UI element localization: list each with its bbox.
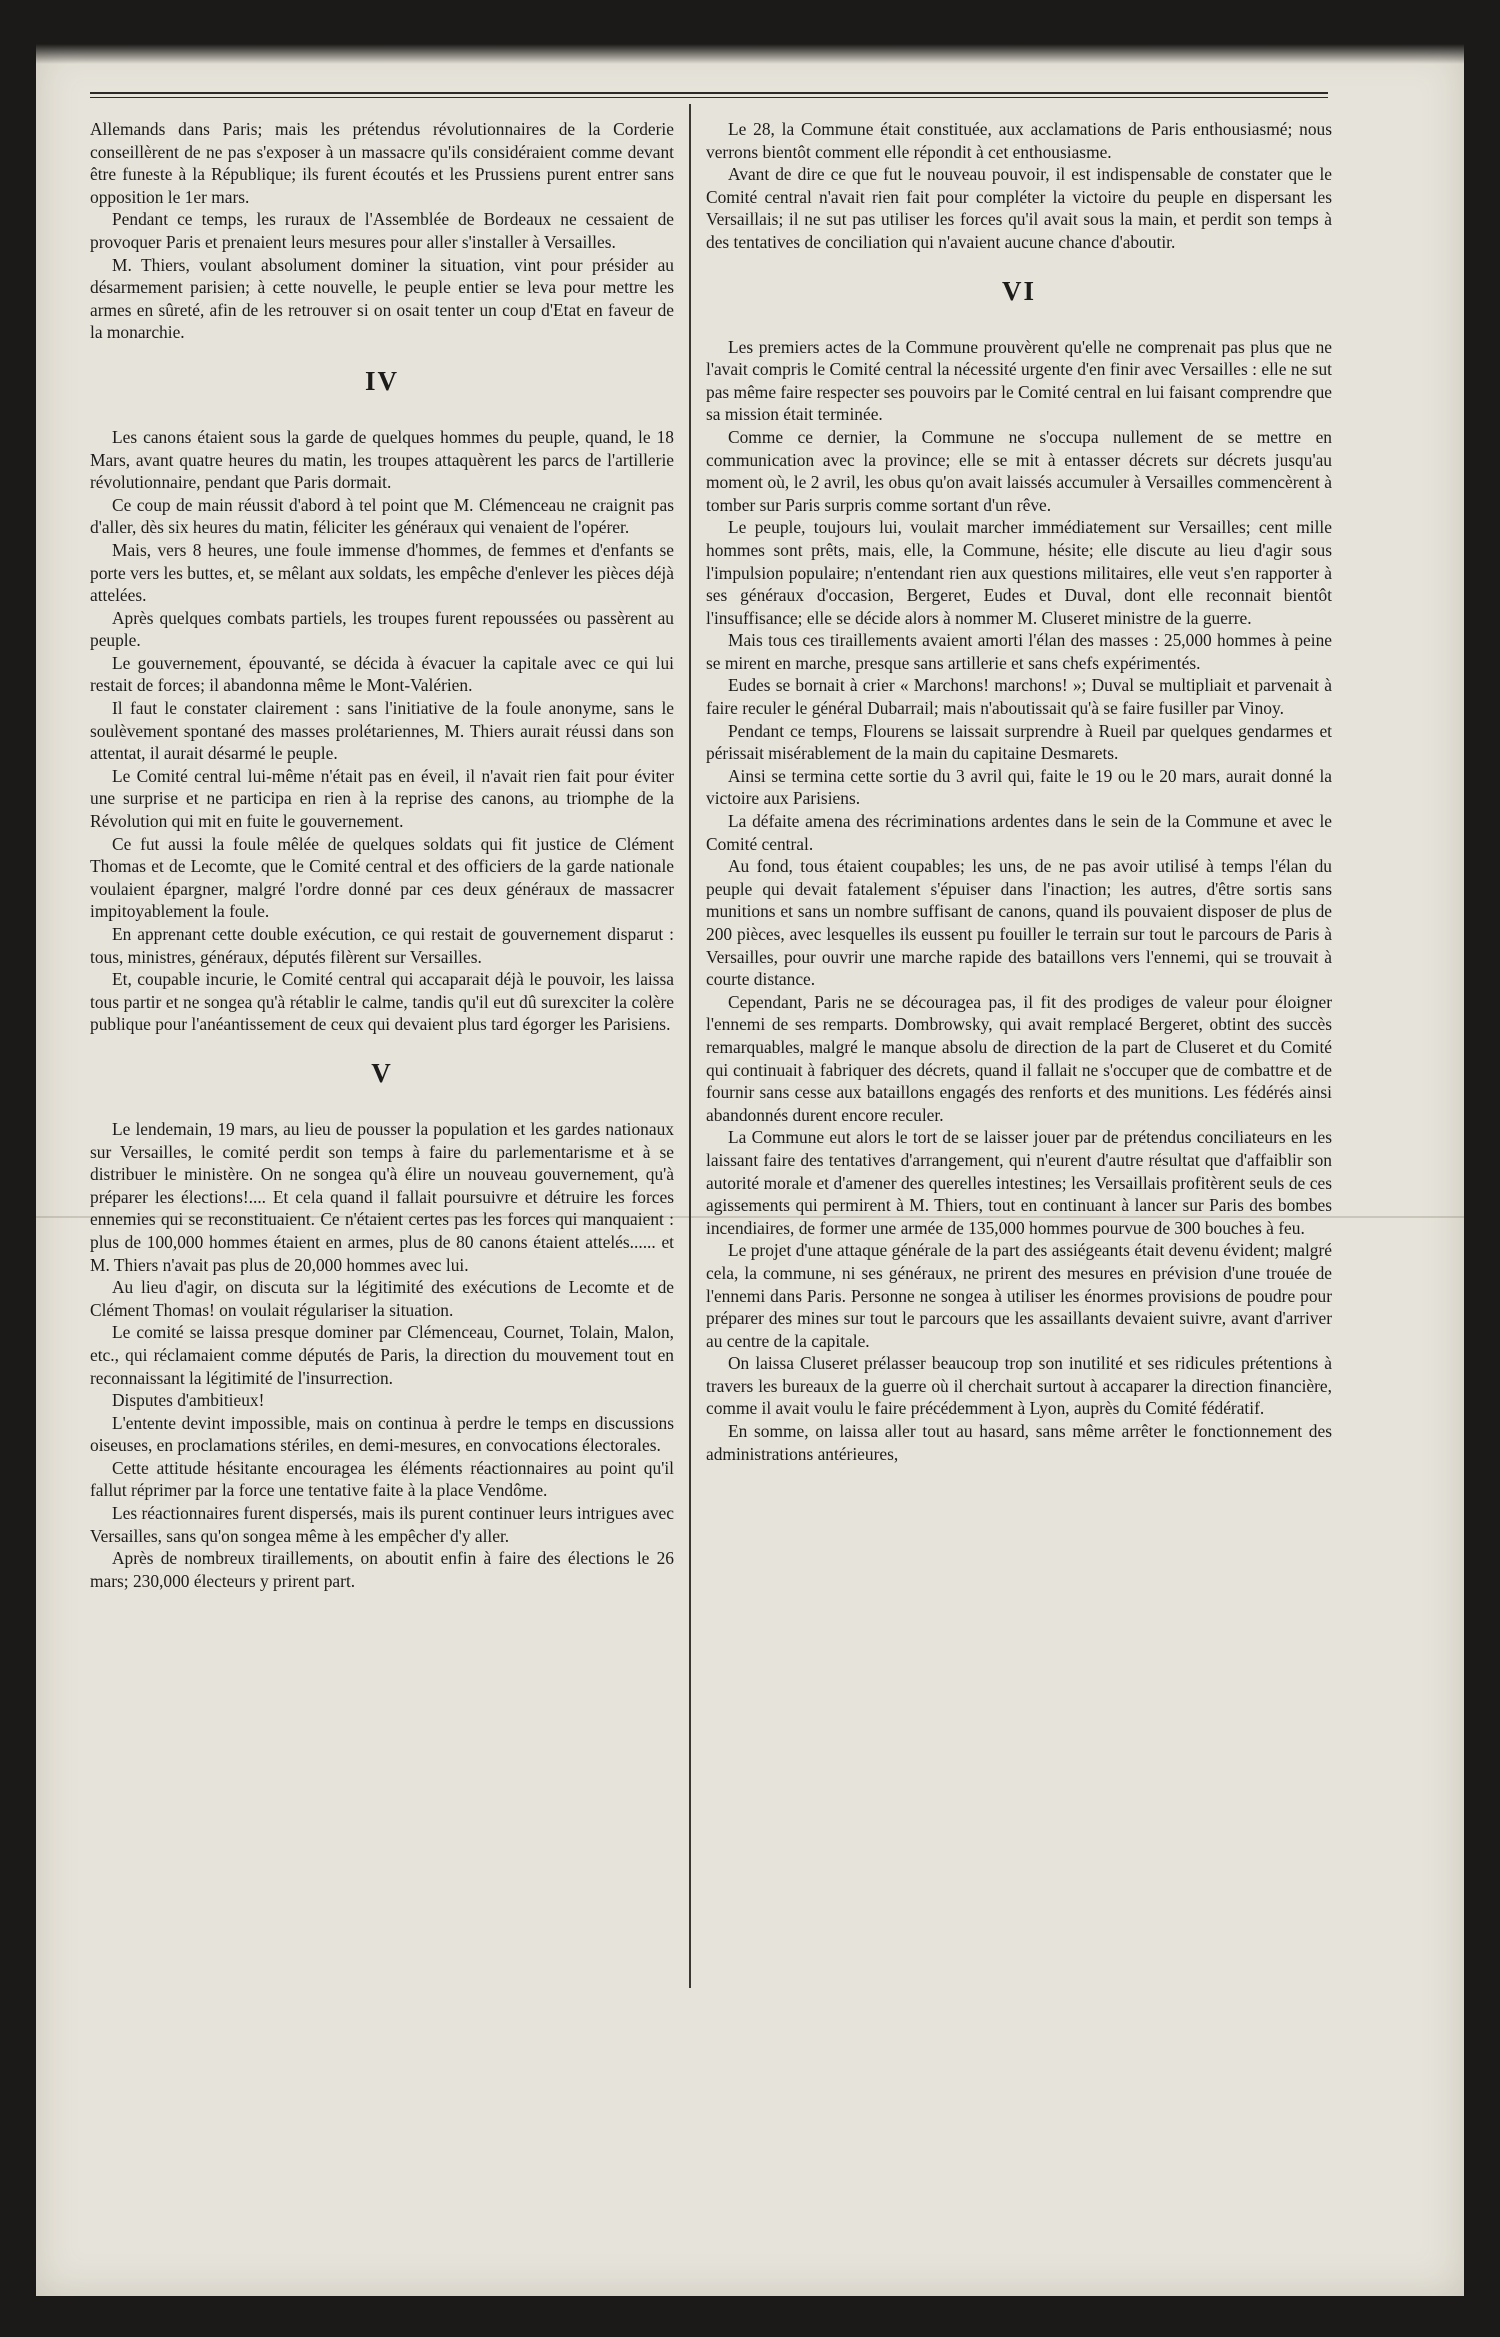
- paragraph: Eudes se bornait à crier « Marchons! marchons! »; Duval se multipliait et parvenait à faire reculer le général Dubarrail; mais n'aboutissait qu'à se faire fusiller par Vinoy.: [706, 675, 1332, 719]
- paragraph: Le comité se laissa presque dominer par Clémenceau, Cournet, Tolain, Malon, etc., qui réclamaient comme députés de Paris, la direction du mouvement tout en reconnaissant la légitimité de l'insurrection.: [90, 1322, 674, 1388]
- paragraph: Les réactionnaires furent dispersés, mais ils purent continuer leurs intrigues avec Versailles, sans qu'on songea même à les empêcher d'y aller.: [90, 1503, 674, 1546]
- paragraph: Et, coupable incurie, le Comité central qui accaparait déjà le pouvoir, les laissa tous partir et ne songea qu'à rétablir le calme, tandis qu'il eut dû surexciter la colère publique pour l'anéantissement de ceux qui devaient plus tard égorger les Parisiens.: [90, 969, 674, 1035]
- right-column: [706, 118, 1332, 1998]
- paragraph: Disputes d'ambitieux!: [112, 1390, 265, 1411]
- paragraph: Il faut le constater clairement : sans l'initiative de la foule anonyme, sans le soulèvement spontané des masses prolétariennes, M. Thiers aurait réussi dans son attentat, il aurait désarmé le peuple.: [90, 698, 674, 764]
- paragraph: Le lendemain, 19 mars, au lieu de pousser la population et les gardes nationaux sur Versailles, le comité perdit son temps à faire du parlementarisme et à se distribuer le ministère. On ne songea qu'à élire un nouveau gouvernement, qu'à préparer les élections!.... Et cela quand il fallait poursuivre et détruire les forces ennemies qui se reconstituaient. Ce n'étaient certes pas les forces qui manquaient : plus de 100,000 hommes étaient en armes, plus de 80 canons étaient attelés...... et M. Thiers n'avait pas plus de 20,000 hommes avec lui.: [90, 1118, 674, 1275]
- paragraph: Au lieu d'agir, on discuta sur la légitimité des exécutions de Lecomte et de Clément Thomas! on voulait régulariser la situation.: [90, 1277, 674, 1320]
- section-heading-iv: IV: [364, 365, 399, 396]
- paragraph: En apprenant cette double exécution, ce qui restait de gouvernement disparut : tous, ministres, généraux, députés filèrent sur Versailles.: [90, 924, 674, 967]
- paragraph: Pendant ce temps, Flourens se laissait surprendre à Rueil par quelques gendarmes et périssait misérablement de la main du capitaine Desmarets.: [706, 720, 1332, 764]
- paragraph: Le gouvernement, épouvanté, se décida à évacuer la capitale avec ce qui lui restait de forces; il abandonna même le Mont-Valérien.: [90, 652, 674, 696]
- paragraph: Cette attitude hésitante encouragea les éléments réactionnaires au point qu'il fallut réprimer par la force une tentative faite à la place Vendôme.: [90, 1457, 674, 1501]
- section-heading-v: V: [371, 1057, 393, 1088]
- paragraph: Les canons étaient sous la garde de quelques hommes du peuple, quand, le 18 Mars, avant quatre heures du matin, les troupes attaquèrent les parcs de l'artillerie révolutionnaire, pendant que Paris dormait.: [90, 426, 674, 493]
- paragraph: Comme ce dernier, la Commune ne s'occupa nullement de se mettre en communication avec la province; elle se mit à entasser décrets sur décrets jusqu'au moment où, le 2 avril, les obus qu'on avait laissés accumuler à Versailles commencèrent à tomber sur Paris surpris comme sortant d'un rêve.: [706, 426, 1332, 515]
- paragraph: Ainsi se termina cette sortie du 3 avril qui, faite le 19 ou le 20 mars, aurait donné la victoire aux Parisiens.: [706, 765, 1332, 809]
- paragraph: Après de nombreux tiraillements, on aboutit enfin à faire des élections le 26 mars; 230,000 électeurs y prirent part.: [90, 1548, 674, 1591]
- paragraph: Mais tous ces tiraillements avaient amorti l'élan des masses : 25,000 hommes à peine se mirent en marche, presque sans artillerie et sans chefs expérimentés.: [706, 630, 1332, 673]
- torn-top-edge: [36, 44, 1464, 64]
- paragraph: En somme, on laissa aller tout au hasard, sans même arrêter le fonctionnement des administrations antérieures,: [706, 1421, 1332, 1464]
- paragraph: Le Comité central lui-même n'était pas en éveil, il n'avait rien fait pour éviter une surprise et ne participa en rien à la reprise des canons, au triomphe de la Révolution qui mit en fuite le gouvernement.: [90, 765, 674, 832]
- paragraph: M. Thiers, voulant absolument dominer la situation, vint pour présider au désarmement parisien; à cette nouvelle, le peuple entier se leva pour mettre les armes en sûreté, afin de les retrouver si on osait tenter un coup d'Etat en faveur de la monarchie.: [90, 254, 674, 343]
- paragraph: La défaite amena des récriminations ardentes dans le sein de la Commune et avec le Comité central.: [706, 811, 1332, 854]
- section-heading-vi: VI: [1001, 275, 1036, 306]
- left-column: [90, 118, 674, 1998]
- paragraph: Après quelques combats partiels, les troupes furent repoussées ou passèrent au peuple.: [90, 607, 674, 651]
- paragraph: Allemands dans Paris; mais les prétendus révolutionnaires de la Corderie conseillèrent de ne pas s'exposer à un massacre qu'ils considéraient comme devant être funeste à la République; ils furent écoutés et les Prussiens purent entrer sans opposition le 1er mars.: [90, 119, 674, 207]
- paragraph: Mais, vers 8 heures, une foule immense d'hommes, de femmes et d'enfants se porte vers les buttes, et, se mêlant aux soldats, les empêche d'enlever les pièces déjà attelées.: [90, 539, 674, 606]
- paragraph: Le projet d'une attaque générale de la part des assiégeants était devenu évident; malgré cela, la commune, ni ses généraux, ne prirent des mesures en prévision d'une trouée de l'ennemi dans Paris. Personne ne songea à utiliser les énormes provisions de poudre pour préparer des mines sur tout le parcours que les assaillants devaient suivre, avant d'arriver au centre de la capitale.: [706, 1240, 1332, 1351]
- header-rule: [90, 92, 1328, 94]
- header-rule-thin: [90, 97, 1328, 98]
- paragraph: Au fond, tous étaient coupables; les uns, de ne pas avoir utilisé à temps l'élan du peuple qui devait fatalement s'épuiser dans l'inaction; les autres, d'être sortis sans munitions et sans un nombre suffisant de canons, quand ils pouvaient disposer de plus de 200 pièces, avec lesquelles ils eussent pu fouiller le terrain sur tout le parcours de Paris à Versailles, pour ouvrir une marche rapide des bataillons vers l'ennemi, qui se trouvait à courte distance.: [706, 856, 1332, 990]
- paragraph: Le peuple, toujours lui, voulait marcher immédiatement sur Versailles; cent mille hommes sont prêts, mais, elle, la Commune, hésite; elle discute au lieu d'agir sous l'impulsion populaire; n'entendant rien aux questions militaires, elle veut s'en rapporter à ses généraux d'occasion, Bergeret, Eudes et Duval, dont elle reconnait bientôt l'insuffisance; elle se décide alors à nommer M. Cluseret ministre de la guerre.: [706, 517, 1332, 628]
- paragraph: Ce fut aussi la foule mêlée de quelques soldats qui fit justice de Clément Thomas et de Lecomte, que le Comité central et des officiers de la garde nationale voulaient épargner, malgré l'ordre donné par ces deux généraux de massacrer impitoyablement la foule.: [90, 833, 674, 922]
- column-divider: [689, 104, 691, 1988]
- paragraph: L'entente devint impossible, mais on continua à perdre le temps en discussions oiseuses, en proclamations stériles, en demi-mesures, en convocations électorales.: [90, 1412, 674, 1456]
- paragraph: Les premiers actes de la Commune prouvèrent qu'elle ne comprenait pas plus que ne l'avait compris le Comité central la nécessité urgente d'en finir avec Versailles : elle ne sut pas même faire respecter ses pouvoirs par le Comité central en lui faisant comprendre que sa mission était terminée.: [706, 336, 1332, 425]
- paragraph: Avant de dire ce que fut le nouveau pouvoir, il est indispensable de constater que le Comité central n'avait rien fait pour compléter la victoire du peuple en dispersant les Versaillais; il ne sut pas utiliser les forces qu'il avait sous la main, et perdit son temps à des tentatives de conciliation qui n'avaient aucune chance d'aboutir.: [706, 164, 1332, 252]
- paragraph: Le 28, la Commune était constituée, aux acclamations de Paris enthousiasmé; nous verrons bientôt comment elle répondit à cet enthousiasme.: [706, 119, 1332, 162]
- paragraph: La Commune eut alors le tort de se laisser jouer par de prétendus conciliateurs en les laissant faire des tentatives d'arrangement, qui n'eurent d'autre résultat que d'affaiblir son autorité morale et d'amener des querelles intestines; les Versaillais profitèrent seuls de ces agissements qui permirent à M. Thiers, tout en continuant à lancer sur Paris des bombes incendiaires, de former une armée de 135,000 hommes pourvue de 300 bouches à feu.: [706, 1127, 1332, 1238]
- paragraph: Ce coup de main réussit d'abord à tel point que M. Clémenceau ne craignit pas d'aller, dès six heures du matin, féliciter les généraux qui venaient de l'opérer.: [90, 494, 674, 538]
- paragraph: Pendant ce temps, les ruraux de l'Assemblée de Bordeaux ne cessaient de provoquer Paris et prenaient leurs mesures pour aller s'installer à Versailles.: [90, 209, 674, 252]
- paragraph: Cependant, Paris ne se découragea pas, il fit des prodiges de valeur pour éloigner l'ennemi de ses remparts. Dombrowsky, qui avait remplacé Bergeret, obtint des succès remarquables, malgré le manque absolu de direction de la part de Cluseret et du Comité qui continuait à fabriquer des décrets, quand il fallait ne s'occuper que de combattre et de fournir sans cesse aux bataillons engagés des renforts et des munitions. Les fédérés ainsi abandonnés durent encore reculer.: [706, 991, 1332, 1125]
- paragraph: On laissa Cluseret prélasser beaucoup trop son inutilité et ses ridicules prétentions à travers les bureaux de la guerre où il cherchait surtout à accaparer la direction financière, comme il avait voulu le faire précédemment à Lyon, auprès du Comité fédératif.: [706, 1353, 1332, 1419]
